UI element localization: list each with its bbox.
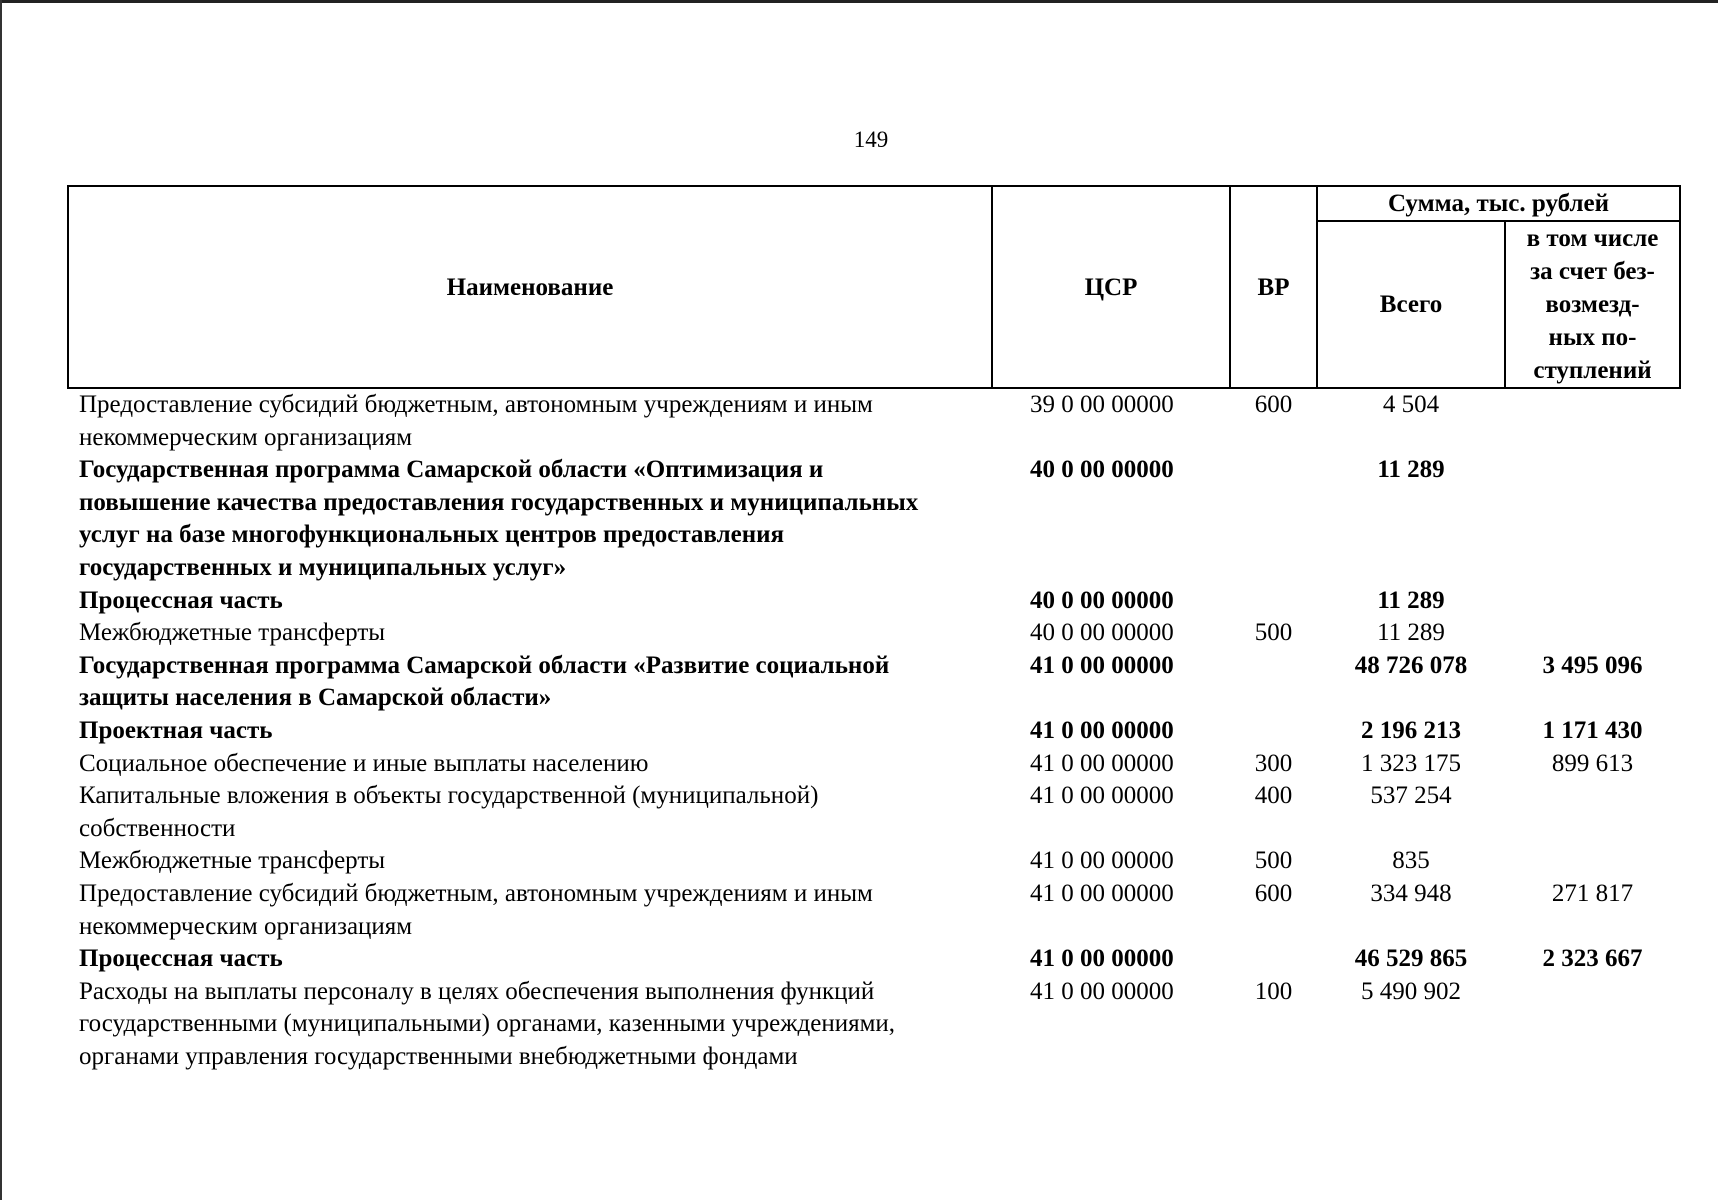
cell-vr: 500 (1254, 847, 1293, 875)
cell-name: Предоставление субсидий бюджетным, автономным учреждениям и иным некоммерческим организациям (79, 879, 873, 940)
budget-table (67, 185, 1681, 1073)
header-including-line: за счет без- (1530, 258, 1655, 285)
cell-total: 4 504 (1382, 391, 1440, 418)
table-row (68, 748, 1680, 781)
cell-free: 2 323 667 (1542, 945, 1643, 973)
table-row (68, 878, 1680, 943)
table-row (68, 715, 1680, 748)
table-row (68, 650, 1680, 715)
cell-name: Государственная программа Самарской области «Оптимизация и повышение качества предоставления государственных и муниципальных услуг на базе многофункциональных центров предоставления государственных и муниципальных услуг» (79, 456, 919, 581)
cell-csr: 40 0 00 00000 (1030, 619, 1174, 647)
cell-name: Капитальные вложения в объекты государственной (муниципальной) собственности (79, 782, 819, 842)
cell-vr: 400 (1254, 782, 1293, 810)
table-row (68, 943, 1680, 976)
cell-csr: 41 0 00 00000 (1030, 847, 1174, 875)
cell-name: Социальное обеспечение и иные выплаты населению (79, 749, 649, 777)
cell-free: 3 495 096 (1542, 651, 1643, 679)
cell-vr (1230, 715, 1317, 748)
table-row (68, 780, 1680, 845)
cell-name: Межбюджетные трансферты (79, 847, 386, 875)
cell-total: 537 254 (1370, 782, 1452, 810)
cell-free (1505, 388, 1680, 454)
header-csr: ЦСР (992, 186, 1230, 388)
header-sum-group: Сумма, тыс. рублей (1317, 186, 1680, 221)
cell-total: 2 196 213 (1361, 716, 1461, 744)
cell-vr: 100 (1254, 977, 1293, 1005)
table-row (68, 617, 1680, 650)
cell-total: 11 289 (1377, 586, 1445, 614)
cell-free (1505, 617, 1680, 650)
cell-csr: 41 0 00 00000 (1030, 651, 1174, 679)
cell-name: Проектная часть (79, 716, 273, 744)
cell-csr: 40 0 00 00000 (1030, 586, 1174, 614)
cell-csr: 41 0 00 00000 (1030, 716, 1174, 744)
cell-vr: 300 (1254, 749, 1293, 777)
cell-name: Расходы на выплаты персоналу в целях обеспечения выполнения функций государственными (муниципальными) органами, казенными учреждениями, органами управления государственными внебюджетными фондами (79, 977, 896, 1070)
header-including-line: в том числе (1526, 225, 1659, 252)
cell-total: 5 490 902 (1361, 977, 1461, 1005)
table-row (68, 388, 1680, 454)
cell-csr: 41 0 00 00000 (1030, 782, 1174, 810)
header-including (1505, 221, 1680, 388)
cell-vr: 500 (1254, 619, 1293, 647)
header-vr: ВР (1230, 186, 1317, 388)
cell-total: 835 (1392, 847, 1430, 875)
header-including-line: ных по- (1548, 324, 1637, 351)
table-row (68, 585, 1680, 618)
cell-free (1505, 780, 1680, 845)
cell-total: 11 289 (1377, 619, 1445, 647)
cell-csr: 41 0 00 00000 (1030, 945, 1174, 973)
cell-total: 46 529 865 (1354, 945, 1468, 973)
cell-total: 11 289 (1377, 456, 1445, 484)
cell-csr: 39 0 00 00000 (1030, 391, 1174, 418)
header-including-line: ступлений (1533, 357, 1652, 384)
cell-free (1505, 976, 1680, 1074)
table-row (68, 976, 1680, 1074)
cell-free (1505, 585, 1680, 618)
cell-total: 48 726 078 (1354, 651, 1468, 679)
cell-name: Государственная программа Самарской области «Развитие социальной защиты населения в Самарской области» (79, 651, 890, 712)
cell-csr: 41 0 00 00000 (1030, 749, 1174, 777)
table-row (68, 845, 1680, 878)
cell-free: 1 171 430 (1542, 716, 1643, 744)
scan-border-top (0, 0, 1718, 3)
cell-free (1505, 454, 1680, 584)
cell-name: Процессная часть (79, 586, 283, 614)
table-body (68, 388, 1680, 1073)
cell-vr (1230, 650, 1317, 715)
cell-free (1505, 845, 1680, 878)
table-row (68, 454, 1680, 584)
header-including-line: возмезд- (1545, 291, 1640, 318)
cell-csr: 41 0 00 00000 (1030, 879, 1174, 907)
cell-name: Предоставление субсидий бюджетным, автономным учреждениям и иным некоммерческим организациям (79, 391, 873, 451)
cell-csr: 40 0 00 00000 (1030, 456, 1174, 484)
cell-total: 1 323 175 (1361, 749, 1461, 777)
cell-vr (1230, 454, 1317, 584)
cell-name: Процессная часть (79, 945, 283, 973)
cell-free: 271 817 (1551, 879, 1634, 907)
header-name: Наименование (68, 186, 992, 388)
cell-vr: 600 (1254, 879, 1293, 907)
page-number: 149 (853, 127, 889, 152)
scan-border-left (0, 0, 2, 1200)
header-total: Всего (1317, 221, 1505, 388)
cell-vr (1230, 943, 1317, 976)
cell-name: Межбюджетные трансферты (79, 619, 386, 647)
cell-vr: 600 (1254, 391, 1293, 418)
table-header (68, 186, 1680, 388)
cell-free: 899 613 (1551, 749, 1634, 777)
cell-csr: 41 0 00 00000 (1030, 977, 1174, 1005)
cell-total: 334 948 (1370, 879, 1452, 907)
cell-vr (1230, 585, 1317, 618)
